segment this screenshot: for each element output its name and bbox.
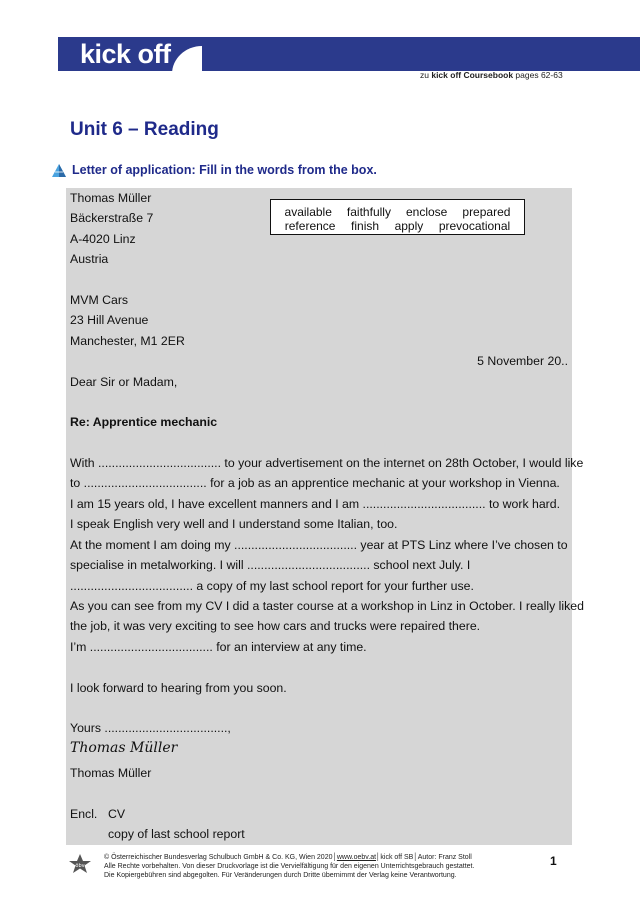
recipient-line: Manchester, M1 2ER: [70, 334, 185, 348]
body-line: I’m .................................... for an interview at any time.: [70, 640, 367, 654]
publisher-logo-icon: [68, 853, 92, 875]
page-number: 1: [550, 854, 557, 868]
closing-line: I look forward to hearing from you soon.: [70, 681, 287, 695]
word-box-item: reference: [284, 219, 336, 233]
handwritten-signature: Thomas Müller: [70, 740, 178, 756]
coursebook-reference: zu kick off Coursebook pages 62-63: [420, 70, 563, 80]
sender-line: Bäckerstraße 7: [70, 211, 154, 225]
letter-date: 5 November 20..: [477, 354, 568, 368]
yours-line: Yours ....................................,: [70, 721, 231, 735]
word-box: [270, 199, 525, 235]
page-title: Unit 6 – Reading: [70, 119, 219, 140]
task-instruction: [52, 163, 377, 177]
pyramid-icon: [52, 164, 66, 177]
subject-line: Re: Apprentice mechanic: [70, 415, 218, 429]
body-line: I am 15 years old, I have excellent manners and I am .................................... to work hard.: [70, 497, 561, 511]
sender-line: A-4020 Linz: [70, 232, 136, 246]
body-line: .................................... a copy of my last school report for your further use.: [70, 579, 474, 593]
sender-line: Austria: [70, 252, 109, 266]
sender-name: Thomas Müller: [70, 766, 152, 780]
publisher-logo-text: öbv: [75, 863, 85, 869]
body-line: I speak English very well and I understand some Italian, too.: [70, 517, 398, 531]
enclosure-item: CV: [108, 807, 126, 821]
body-line: At the moment I am doing my .................................... year at PTS Linz where I’ve chosen to: [70, 538, 568, 552]
word-box-item: prevocational: [438, 219, 511, 233]
enclosure-label: Encl.: [70, 807, 98, 821]
footer-copyright: © Österreichischer Bundesverlag Schulbuch GmbH & Co. KG, Wien 2020│www.oebv.at│kick off SB│Autor: Franz Stoll Alle Rechte vorbehalten. Von dieser Druckvorlage ist die Vervielfältigung für den eigenen Unterrichtsgebrauch gestattet. Die Kopiergebühren sind abgegolten. Für Veränderungen durch Dritte übernimmt der Verlag keine Verantwortung.: [104, 854, 475, 879]
word-box-item: available: [284, 205, 332, 219]
task-text: Letter of application: Fill in the words from the box.: [72, 163, 377, 177]
body-line: specialise in metalworking. I will .................................... school next July. I: [70, 558, 471, 572]
recipient-line: 23 Hill Avenue: [70, 313, 149, 327]
body-line: With .................................... to your advertisement on the internet on 28th October, I would like: [70, 456, 584, 470]
sender-line: Thomas Müller: [70, 191, 152, 205]
body-line: the job, it was very exciting to see how cars and trucks were repaired there.: [70, 619, 481, 633]
kick-off-logo: kick off: [80, 39, 171, 69]
body-line: to .................................... for a job as an apprentice mechanic at your workshop in Vienna.: [70, 476, 560, 490]
word-box-item: enclose: [405, 205, 448, 219]
recipient-line: MVM Cars: [70, 293, 129, 307]
enclosure-item: copy of last school report: [108, 827, 245, 841]
publisher-link[interactable]: www.oebv.at: [336, 854, 377, 861]
word-box-item: prepared: [462, 205, 511, 219]
body-line: As you can see from my CV I did a taster course at a workshop in Linz in October. I really liked: [70, 599, 584, 613]
word-box-item: faithfully: [346, 205, 391, 219]
word-box-item: finish: [351, 219, 380, 233]
word-box-item: apply: [394, 219, 424, 233]
salutation: Dear Sir or Madam,: [70, 375, 178, 389]
